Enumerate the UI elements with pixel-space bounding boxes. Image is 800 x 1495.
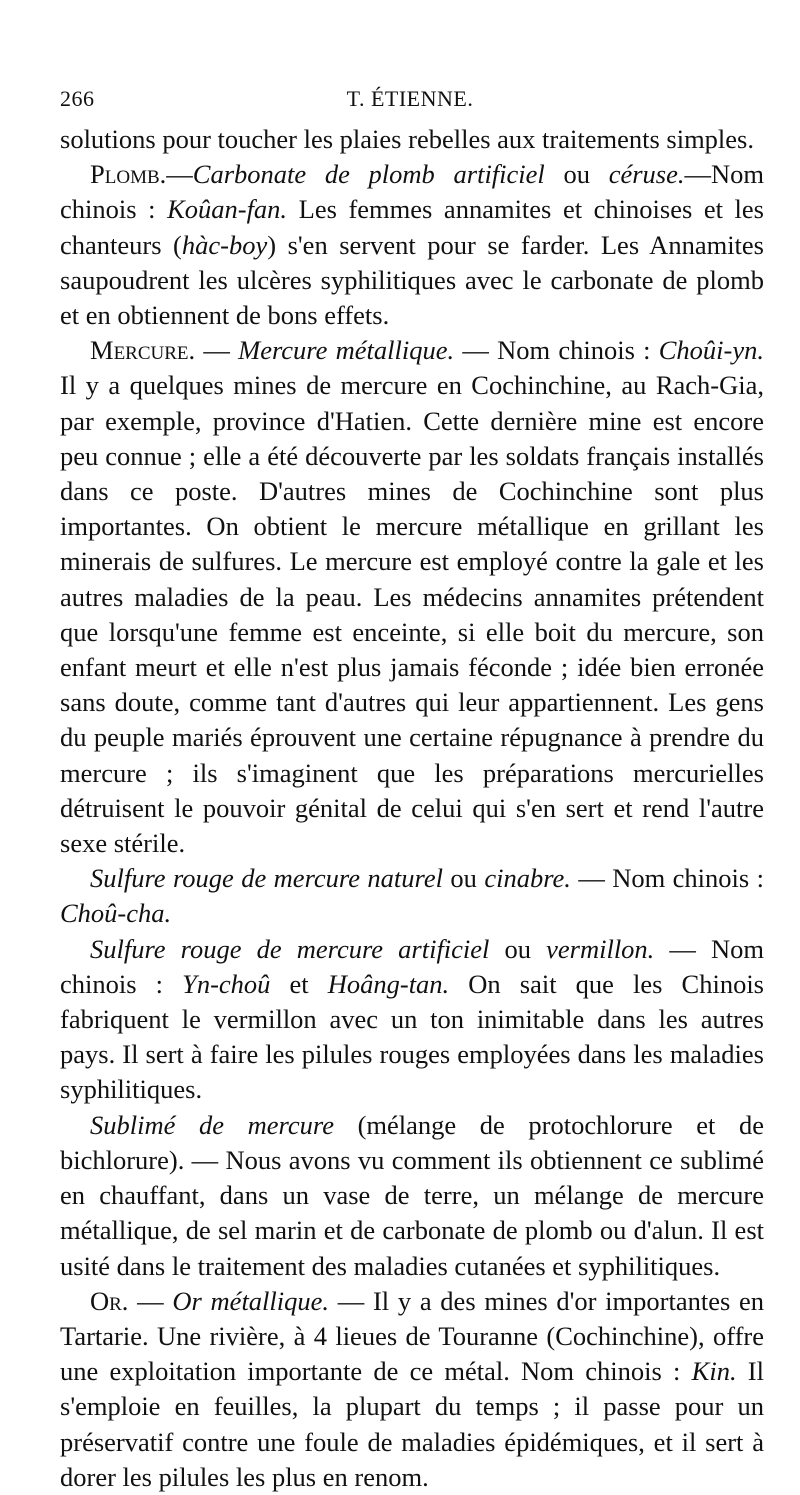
conjunction: et	[270, 968, 328, 999]
paragraph-plomb	[60, 157, 764, 333]
term-ceruse: céruse.	[608, 159, 685, 190]
paragraph-continuation	[60, 122, 764, 157]
text-segment: — Nom chinois :	[454, 335, 659, 366]
chinese-name: Yn-choû	[182, 968, 271, 999]
term-carbonate: Carbonate de plomb artificiel	[192, 159, 545, 190]
section-head-or: Or.	[90, 1285, 129, 1316]
paragraph-text: solutions pour toucher les plaies rebelles aux traitements simples.	[60, 124, 754, 154]
dash: —	[195, 335, 239, 366]
page-number: 266	[60, 86, 95, 111]
paragraph-vermillon	[60, 932, 764, 1108]
term-vermillon: vermillon.	[546, 933, 655, 964]
dash: —	[166, 159, 193, 190]
page-header	[60, 86, 760, 116]
text-segment: —Nom chinois :	[60, 159, 764, 225]
text-segment: — Il y a des mines d'or importantes en Tartarie. Une rivière, à 4 lieues de Touranne (Cochinchine), offre une exploitation importante de ce métal. Nom chinois :	[60, 1285, 765, 1387]
text-segment: Il s'emploie en feuilles, la plupart du temps ; il passe pour un préservatif contre une foule de maladies épidémiques, et il sert à dorer les pilules les plus en renom.	[60, 1356, 764, 1492]
chinese-name: Choûi-yn.	[658, 335, 764, 366]
chinese-name: Kin.	[691, 1356, 737, 1387]
chinese-name: Koûan-fan.	[167, 194, 288, 225]
term-cinabre: cinabre.	[484, 863, 571, 894]
text-segment: — Nom chinois :	[60, 933, 765, 999]
term-sulfure-artificiel: Sulfure rouge de mercure artificiel	[90, 933, 490, 964]
chinese-name: Hoâng-tan.	[327, 968, 450, 999]
text-segment: Il y a quelques mines de mercure en Cochinchine, au Rach-Gia, par exemple, province d'Hatien. Cette dernière mine est encore peu connue ; elle a été découverte par les soldats français installés dans ce poste. D'autres mines de Cochinchine sont plus importantes. On obtient le mercure métallique en grillant les minerais de sulfures. Le mercure est employé contre la gale et les autres maladies de la peau. Les médecins annamites prétendent que lorsqu'une femme est enceinte, si elle boit du mercure, son enfant meurt et elle n'est plus jamais féconde ; idée bien erronée sans doute, comme tant d'autres qui leur appartiennent. Les gens du peuple mariés éprouvent une certaine répugnance à prendre du mercure ; ils s'imaginent que les préparations mercurielles détruisent le pouvoir génital de celui qui s'en sert et rend l'autre sexe stérile.	[60, 370, 764, 859]
text-segment: Les femmes annamites et chinoises et les chanteurs (	[60, 194, 764, 260]
term-or-metallique: Or métallique.	[172, 1285, 330, 1316]
body-text	[60, 122, 764, 1495]
text-segment: (mélange de protochlorure et de bichlorure). — Nous avons vu comment ils obtiennent ce sublimé en chauffant, dans un vase de terre, un mélange de mercure métallique, de sel marin et de carbonate de plomb ou d'alun. Il est usité dans le traitement des maladies cutanées et syphilitiques.	[60, 1109, 764, 1281]
dash: —	[128, 1285, 173, 1316]
term-mercure-metallique: Mercure métallique.	[238, 335, 455, 366]
text-segment: On sait que les Chinois fabriquent le vermillon avec un ton inimitable dans les autres pays. Il sert à faire les pilules rouges employées dans les maladies syphilitiques.	[60, 968, 764, 1105]
text-segment: — Nom chinois :	[570, 863, 764, 894]
paragraph-sublime	[60, 1108, 764, 1284]
text-segment: ) s'en servent pour se farder. Les Annamites saupoudrent les ulcères syphilitiques avec le carbonate de plomb et en obtiennent de bons effets.	[60, 229, 764, 331]
running-head: T. ÉTIENNE.	[346, 86, 474, 111]
term-sulfure-naturel: Sulfure rouge de mercure naturel	[90, 863, 443, 894]
conjunction: ou	[442, 863, 485, 894]
section-head-mercure: Mercure.	[90, 335, 196, 366]
paragraph-cinabre	[60, 861, 764, 931]
conjunction: ou	[544, 159, 609, 190]
conjunction: ou	[489, 933, 547, 964]
term-hac-boy: hàc-boy	[181, 229, 268, 260]
section-head-plomb: Plomb.	[90, 159, 167, 190]
chinese-name: Choû-cha.	[60, 898, 172, 929]
term-sublime: Sublimé de mercure	[90, 1109, 334, 1140]
paragraph-or	[60, 1284, 764, 1495]
paragraph-mercure	[60, 333, 764, 861]
